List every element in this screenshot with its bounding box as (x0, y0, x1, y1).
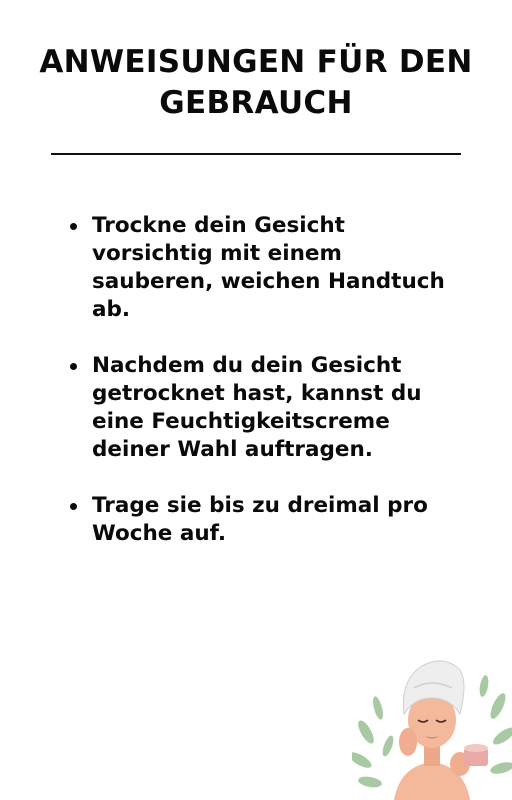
bullet-icon (70, 503, 77, 510)
page-title: ANWEISUNGEN FÜR DEN GEBRAUCH (39, 44, 473, 121)
bullet-icon (70, 363, 77, 370)
step-text: Trockne dein Gesicht vorsichtig mit einem sauberen, weichen Handtuch ab. (92, 213, 445, 322)
instruction-list (92, 212, 462, 576)
step-text: Trage sie bis zu dreimal pro Woche auf. (92, 493, 428, 546)
step-text: Nachdem du dein Gesicht getrocknet hast, kannst du eine Feuchtigkeitscreme deiner Wahl auftragen. (92, 353, 422, 462)
list-item (92, 352, 462, 464)
cream-jar-icon (464, 744, 488, 766)
woman-applying-face-cream-icon (352, 636, 512, 800)
list-item (92, 212, 462, 324)
bullet-icon (70, 223, 77, 230)
leaf-branch-left (352, 695, 396, 789)
left-hand (399, 728, 417, 756)
title-divider (51, 153, 461, 155)
list-item (92, 492, 462, 548)
